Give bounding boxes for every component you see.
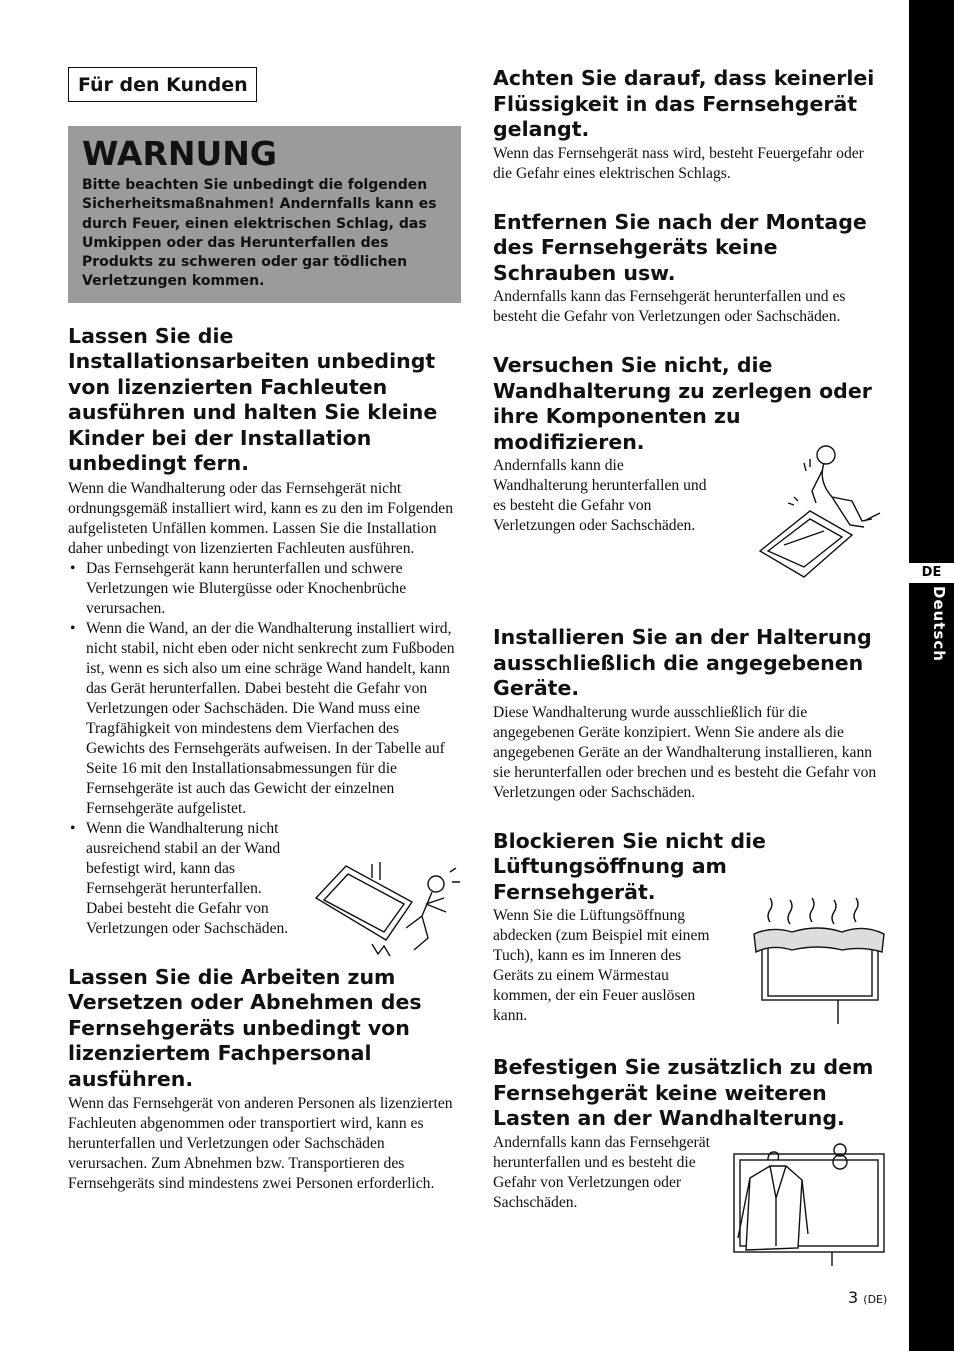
- section-heading: Befestigen Sie zusätzlich zu dem Fernsehgerät keine weiteren Lasten an der Wandhalterung.: [493, 1055, 874, 1130]
- section-body: Wenn das Fernsehgerät nass wird, besteht Feuergefahr oder die Gefahr eines elektrischen Schlags.: [493, 144, 864, 182]
- section-heading: Entfernen Sie nach der Montage des Fernsehgeräts keine Schrauben usw.: [493, 209, 867, 285]
- page-number: [848, 1288, 887, 1307]
- section-body: Wenn Sie die Lüftungsöffnung abdecken (zum Beispiel mit einem Tuch), kann es im Inneren des Geräts zu einem Wärmestau kommen, der ein Feuer auslösen kann.: [493, 907, 710, 1024]
- left-column: [68, 67, 461, 1194]
- page-number-value: 3: [848, 1288, 859, 1307]
- page-number-suffix: (DE): [863, 1293, 888, 1306]
- section-heading: Versuchen Sie nicht, die Wandhalterung zu zerlegen oder ihre Komponenten zu modifizieren.: [493, 353, 872, 454]
- language-label: Deutsch: [930, 586, 948, 662]
- list-item: • Das Fernsehgerät kann herunterfallen und schwere Verletzungen wie Blutergüsse oder Knochenbrüche verursachen.: [68, 559, 461, 619]
- ventilation-illustration: [752, 894, 888, 1026]
- warning-box: [68, 126, 461, 303]
- section-body: Andernfalls kann das Fernsehgerät herunterfallen und es besteht die Gefahr von Verletzungen oder Sachschäden.: [493, 1133, 710, 1211]
- list-item: • Wenn die Wand, an der die Wandhalterung installiert wird, nicht stabil, nicht eben oder nicht senkrecht zum Fußboden ist, wenn es sich also um eine schräge Wand handelt, kann das Gerät herunterfallen. Dabei besteht die Gefahr von Verletzungen oder Sachschäden. Die Wand muss eine Tragfähigkeit von mindestens dem Vierfachen des Gewichts des Fernsehgeräts aufweisen. In der Tabelle auf Seite 16 mit den Installationsabmessungen für die Fernsehgeräte ist auch das Gewicht der einzelnen Fernsehgeräte aufgelistet.: [68, 619, 461, 819]
- section-body: Andernfalls kann die Wandhalterung herunterfallen und es besteht die Gefahr von Verletzungen oder Sachschäden.: [493, 457, 707, 534]
- list-item: • Wenn die Wandhalterung nicht ausreichend stabil an der Wand befestigt wird, kann das Fernsehgerät herunterfallen. Dabei besteht die Gefahr von Verletzungen oder Sachschäden.: [68, 819, 294, 939]
- falling-tv-illustration: [302, 858, 464, 964]
- section-heading: Installieren Sie an der Halterung ausschließlich die angegebenen Geräte.: [493, 625, 872, 700]
- customer-label: Für den Kunden: [68, 67, 257, 102]
- warning-text: Bitte beachten Sie unbedingt die folgenden Sicherheitsmaßnahmen! Andernfalls kann es durch Feuer, einen elektrischen Schlag, das Umkippen oder das Herunterfallen des Produkts zu schweren oder gar tödlichen Verletzungen kommen.: [82, 177, 437, 290]
- warning-title: WARNUNG: [82, 134, 277, 173]
- right-column: [493, 66, 886, 1213]
- disassembly-illustration: [754, 441, 888, 581]
- section-heading: Blockieren Sie nicht die Lüftungsöffnung am Fernsehgerät.: [493, 828, 766, 904]
- language-code-badge: DE: [909, 563, 954, 583]
- section-body: Wenn das Fernsehgerät von anderen Personen als lizenzierten Fachleuten abgenommen oder transportiert wird, kann es herunterfallen und Verletzungen oder Sachschäden verursachen. Zum Abnehmen bzw. Transportieren des Fernsehgeräts sind mindestens zwei Personen erforderlich.: [68, 1095, 453, 1193]
- section-heading: Lassen Sie die Installationsarbeiten unbedingt von lizenzierten Fachleuten ausführen und halten Sie kleine Kinder bei der Installation unbedingt fern.: [68, 323, 438, 476]
- section-heading: Achten Sie darauf, dass keinerlei Flüssigkeit in das Fernsehgerät gelangt.: [493, 66, 875, 141]
- extra-load-illustration: [728, 1138, 888, 1268]
- section-heading: Lassen Sie die Arbeiten zum Versetzen oder Abnehmen des Fernsehgeräts unbedingt von lizenziertem Fachpersonal ausführen.: [68, 964, 422, 1091]
- section-body: Andernfalls kann das Fernsehgerät herunterfallen und es besteht die Gefahr von Verletzungen oder Sachschäden.: [493, 288, 846, 325]
- section-body: Diese Wandhalterung wurde ausschließlich für die angegebenen Geräte konzipiert. Wenn Sie andere als die angegebenen Geräte an der Wandhalterung installieren, kann sie herunterfallen oder brechen und es besteht die Gefahr von Verletzungen oder Sachschäden.: [493, 703, 877, 801]
- section-body: Wenn die Wandhalterung oder das Fernsehgerät nicht ordnungsgemäß installiert wird, kann es zu den im Folgenden aufgelisteten Unfällen kommen. Lassen Sie die Installation daher unbedingt von lizenzierten Fachleuten ausführen.: [68, 479, 454, 557]
